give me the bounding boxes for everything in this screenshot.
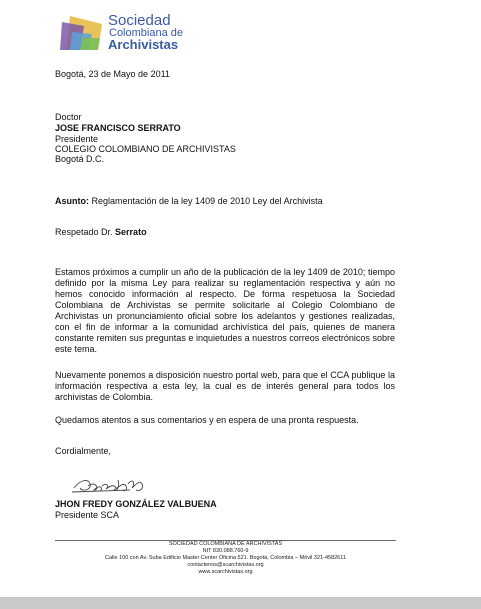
page-bottom-band <box>0 597 481 609</box>
society-logo-mark <box>58 14 108 52</box>
recipient-city: Bogotá D.C. <box>55 154 105 164</box>
recipient-organization: COLEGIO COLOMBIANO DE ARCHIVISTAS <box>55 144 236 154</box>
body-paragraph-1: Estamos próximos a cumplir un año de la publicación de la ley 1409 de 2010; tiempo definido por la misma Ley para realizar su reglamentación respectiva y aún no hemos conocido información al respecto. De forma respetuosa la Sociedad Colombiana de Archivistas se permite solicitarle al Colegio Colombiano de Archivistas un pronunciamiento oficial sobre los adelantos y gestiones realizadas, con el fin de informar a la comunidad archivística del país, quienes de manera constante remiten sus preguntas e inquietudes a nuestros correos electrónicos sobre este tema. <box>55 267 395 354</box>
footer-org: SOCIEDAD COLOMBIANA DE ARCHIVISTAS <box>168 541 283 547</box>
salutation-name: Serrato <box>115 227 147 237</box>
handwritten-signature <box>70 474 150 496</box>
subject-line <box>55 196 323 207</box>
footer-email: contactenos@scarchivistas.org <box>187 562 264 568</box>
signer-name: JHON FREDY GONZÁLEZ VALBUENA <box>55 499 217 509</box>
subject-label: Asunto: <box>55 196 89 206</box>
logo-text-archivistas: Archivistas <box>108 37 179 52</box>
subject-text: Reglamentación de la ley 1409 de 2010 Ley del Archivista <box>89 196 323 206</box>
footer-nit: NIT 830.088.760-9 <box>202 548 249 554</box>
recipient-position: Presidente <box>55 134 99 144</box>
recipient-title: Doctor <box>55 112 82 122</box>
body-paragraph-3: Quedamos atentos a sus comentarios y en espera de una pronta respuesta. <box>55 415 359 425</box>
salutation <box>55 227 147 238</box>
closing: Cordialmente, <box>55 446 112 456</box>
body-paragraph-2: Nuevamente ponemos a disposición nuestro portal web, para que el CCA publique la información respectiva a esta ley, la cual es de interés general para todos los archivistas de Colombia. <box>55 370 395 402</box>
letter-date: Bogotá, 23 de Mayo de 2011 <box>55 69 170 79</box>
recipient-name: JOSE FRANCISCO SERRATO <box>55 123 181 133</box>
logo-text-colombiana: Colombiana de <box>109 27 183 39</box>
signer-position: Presidente SCA <box>55 510 120 520</box>
logo-text-sociedad: Sociedad <box>108 12 171 29</box>
footer-address: Calle 100 con Av. Suba Edificio Master Center Oficina 521. Bogotá, Colombia – Móvil 321-4582611 <box>105 555 346 561</box>
footer-web: www.scarchivistas.org <box>198 569 253 575</box>
salutation-prefix: Respetado Dr. <box>55 227 116 237</box>
